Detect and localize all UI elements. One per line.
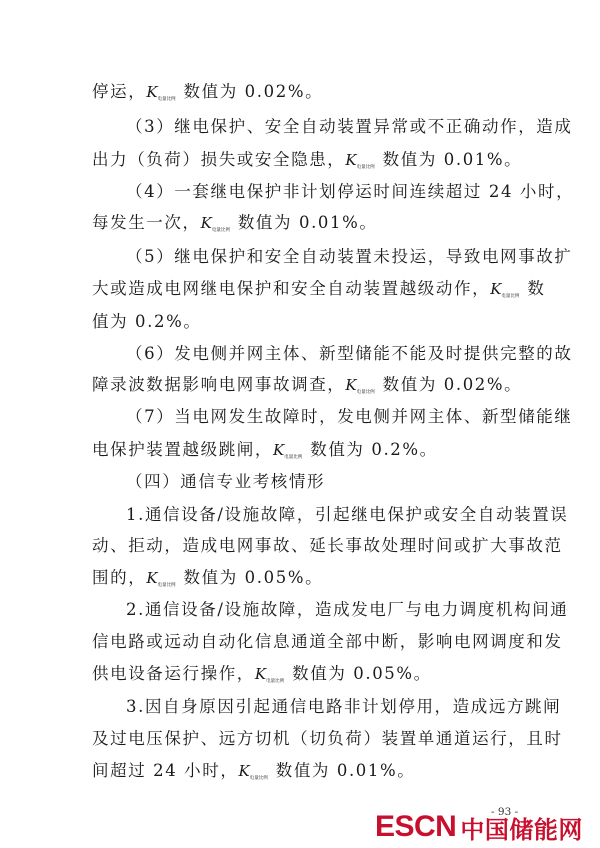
- text-line: （4）一套继电保护非计划停运时间连续超过 24 小时，: [126, 182, 575, 201]
- text-line: 每发生一次，K电量比例 数值为 0.01%。: [92, 213, 378, 233]
- text-line: 值为 0.2%。: [92, 312, 202, 331]
- text-line: 出力（负荷）损失或安全隐患，K电量比例 数值为 0.01%。: [92, 150, 523, 170]
- section-heading: （四）通信专业考核情形: [126, 472, 326, 491]
- text-line: 电保护装置越级跳闸，K电量比例 数值为 0.2%。: [92, 440, 438, 460]
- watermark-logo-cn: 中国储能网: [460, 815, 583, 844]
- text-line: 大或造成电网继电保护和安全自动装置越级动作，K电量比例 数: [92, 279, 546, 299]
- text-line: （5）继电保护和安全自动装置未投运，导致电网事故扩: [126, 247, 573, 266]
- text-line: 2.通信设备/设施故障，造成发电厂与电力调度机构间通: [126, 600, 569, 619]
- text-line: 1.通信设备/设施故障，引起继电保护或安全自动装置误: [126, 505, 569, 524]
- text-line: 动、拒动，造成电网事故、延长事故处理时间或扩大事故范: [92, 536, 563, 555]
- text-line: 信电路或远动自动化信息通道全部中断，影响电网调度和发: [92, 632, 563, 651]
- text-line: 3.因自身原因引起通信电路非计划停用，造成远方跳闸: [126, 697, 562, 716]
- text-line: （6）发电侧并网主体、新型储能不能及时提供完整的故: [126, 344, 573, 363]
- text-line: 障录波数据影响电网事故调查，K电量比例 数值为 0.02%。: [92, 375, 523, 395]
- watermark-logo: [375, 810, 583, 844]
- text-line: （7）当电网发生故障时，发电侧并网主体、新型储能继: [126, 407, 573, 426]
- text-line: 及过电压保护、远方切机（切负荷）装置单通道运行，且时: [92, 729, 563, 748]
- text-line: （3）继电保护、安全自动装置异常或不正确动作，造成: [126, 117, 573, 136]
- page-number: - 93 -: [491, 806, 519, 818]
- text-line: 间超过 24 小时，K电量比例 数值为 0.01%。: [92, 761, 416, 781]
- text-line: 围的，K电量比例 数值为 0.05%。: [92, 568, 324, 588]
- text-line: 供电设备运行操作，K电量比例 数值为 0.05%。: [92, 664, 432, 684]
- text-line: 停运，K电量比例 数值为 0.02%。: [92, 82, 324, 102]
- watermark-logo-en: ESCN: [375, 810, 457, 843]
